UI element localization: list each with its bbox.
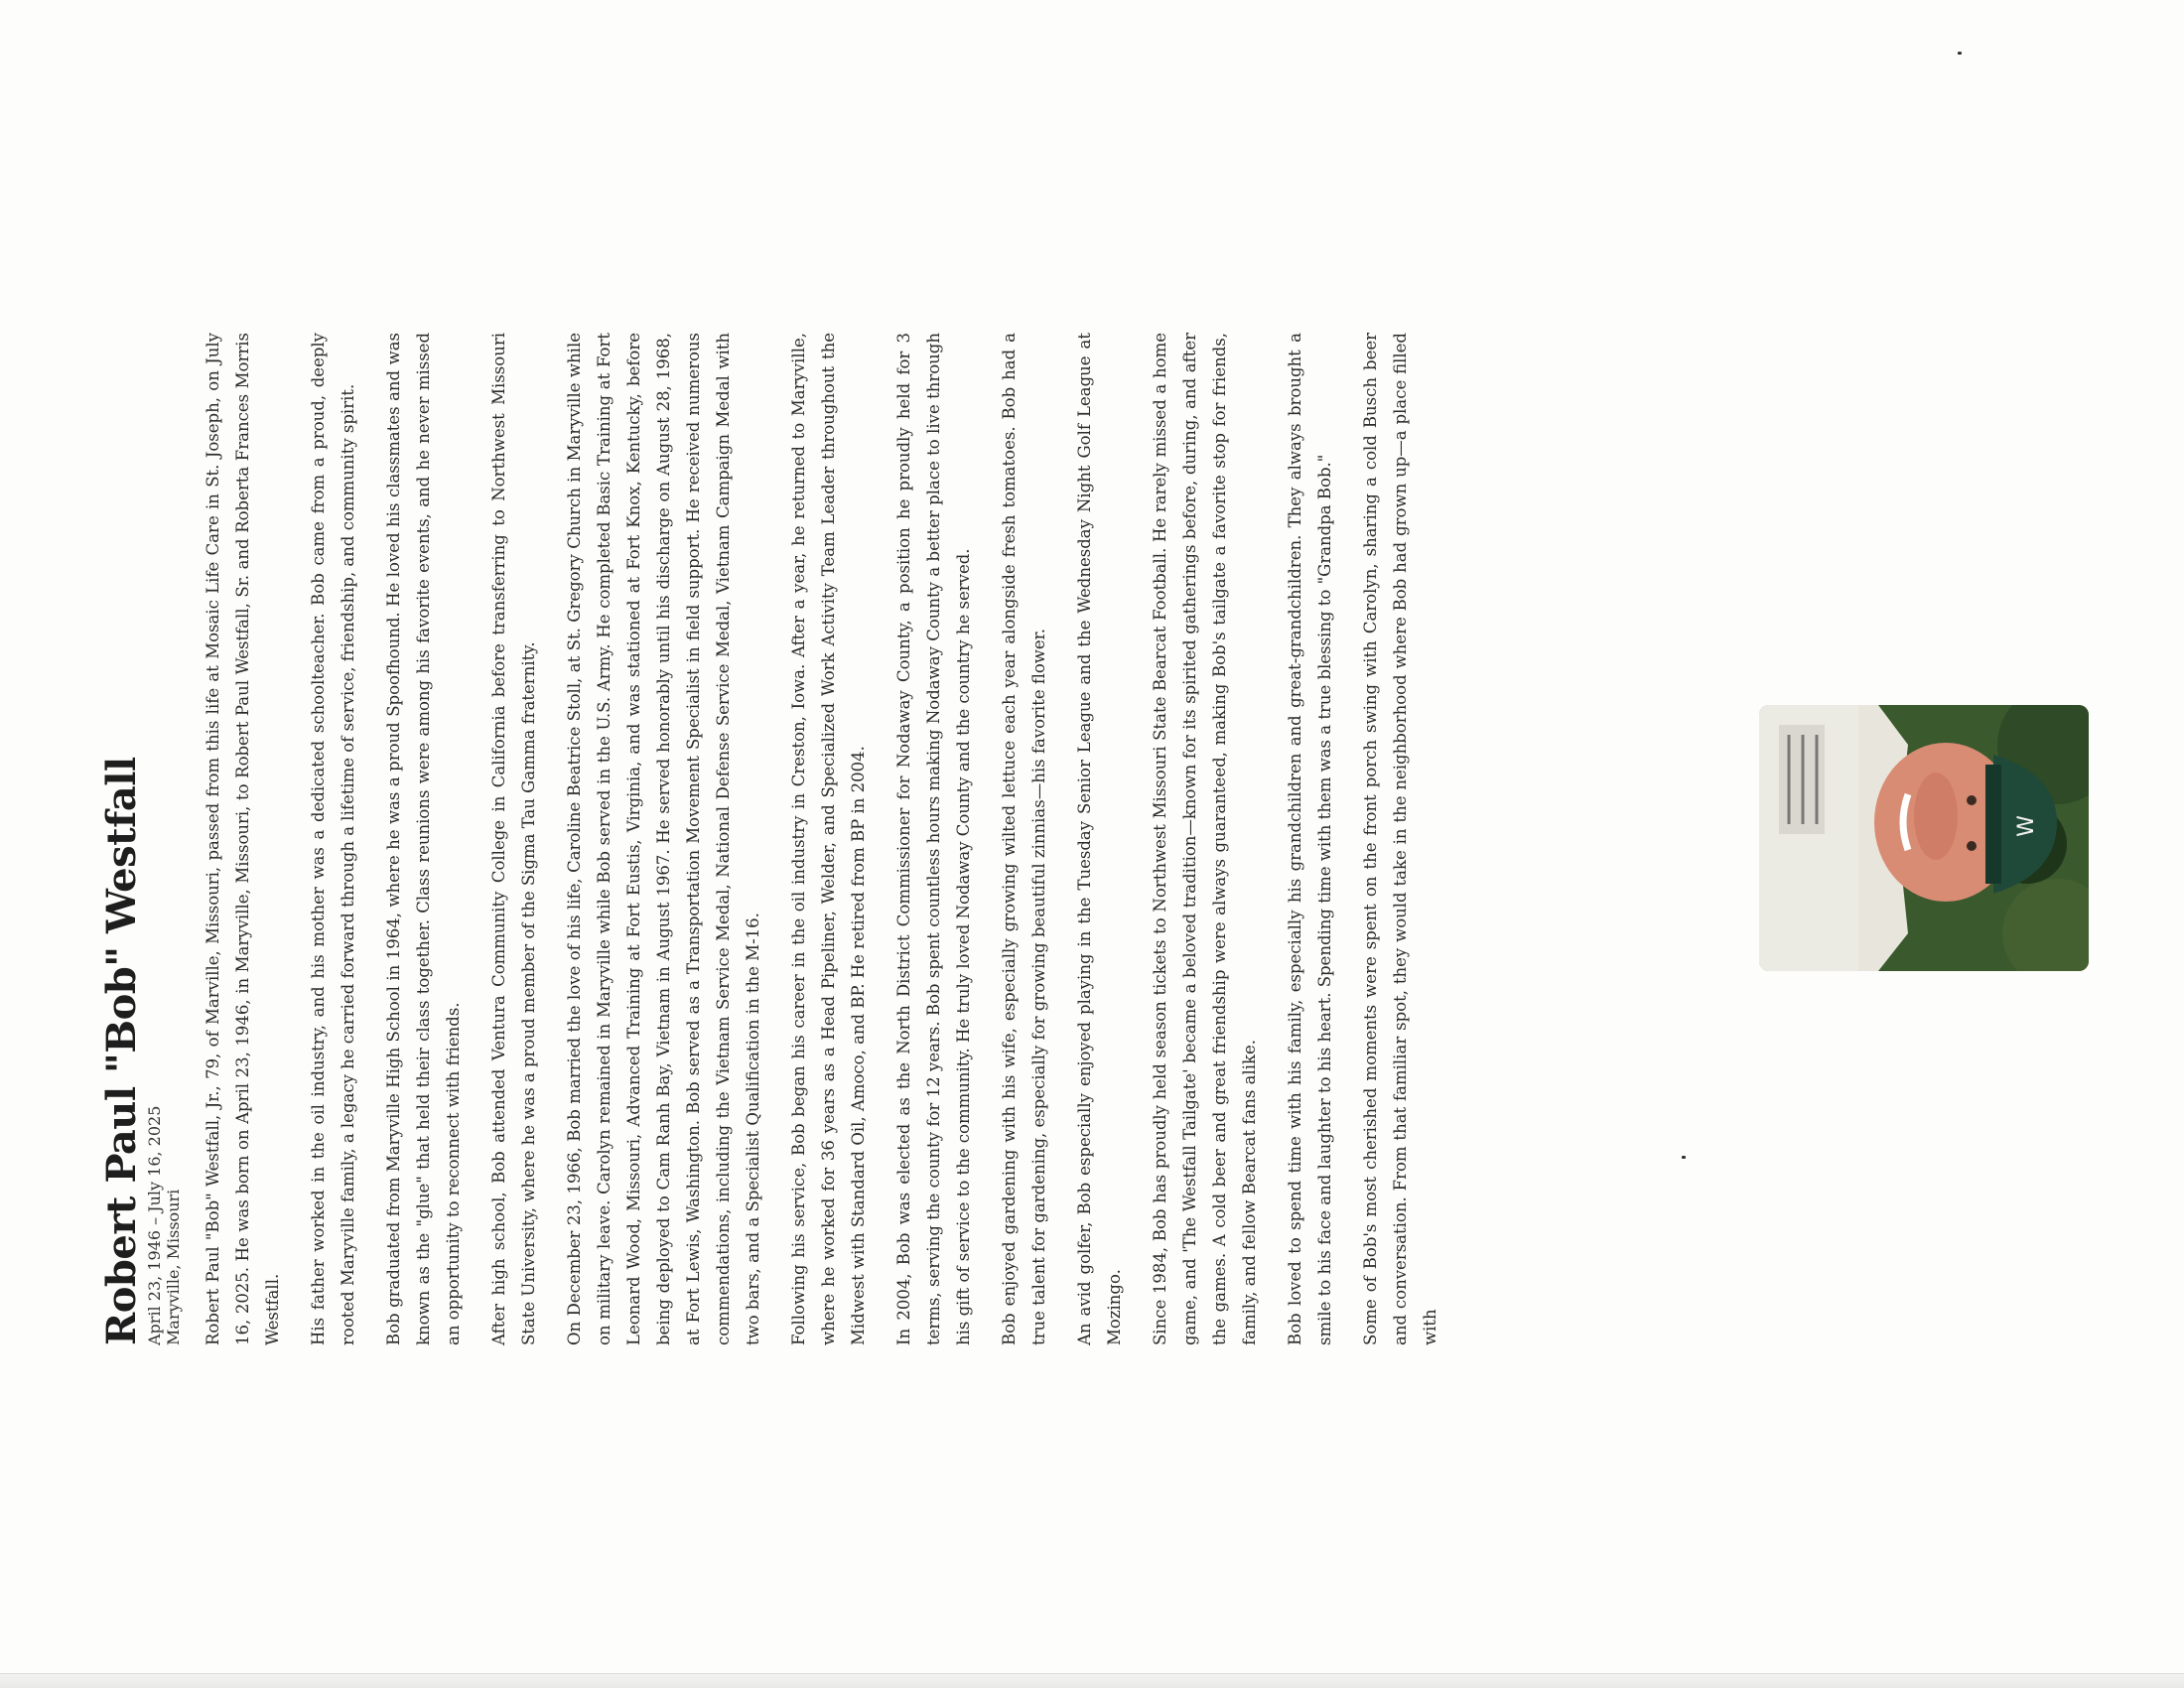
paragraph: After high school, Bob attended Ventura Community College in California before transferring to Northwest Missouri State University, where he was a proud member of the Sigma Tau Gamma fraternity. <box>489 333 538 1345</box>
paragraph: An avid golfer, Bob especially enjoyed playing in the Tuesday Senior League and the Wednesday Night Golf League at Mozingo. <box>1075 333 1124 1345</box>
scan-speck <box>1958 52 1962 55</box>
paragraph: Following his service, Bob began his career in the oil industry in Creston, Iowa. After a year, he returned to Maryville, where he worked for 36 years as a Head Pipeliner, Welder, and Specialized Work Activity Team Leader throughout the Midwest with Standard Oil, Amoco, and BP. He retired from BP in 2004. <box>789 333 868 1345</box>
obituary-dates: April 23, 1946 – July 16, 2025 <box>145 1105 164 1345</box>
obituary-header <box>99 333 183 1345</box>
svg-text:W: W <box>2014 815 2039 837</box>
paragraph: Bob graduated from Maryville High School in 1964, where he was a proud Spoofhound. He loved his classmates and was known as the "glue" that held their class together. Class reunions were among his favorite events, and he never missed an opportunity to reconnect with friends. <box>384 333 463 1345</box>
paragraph: Robert Paul "Bob" Westfall, Jr., 79, of Marville, Missouri, passed from this life at Mosaic Life Care in St. Joseph, on July 16, 2025. He was born on April 23, 1946, in Maryville, Missouri, to Robert Paul Westfall, Sr. and Roberta Frances Morris Westfall. <box>204 333 282 1345</box>
paragraph: Bob enjoyed gardening with his wife, especially growing wilted lettuce each year alongside fresh tomatoes. Bob had a true talent for gardening, especially for growing beautiful zinnias—his favorite flower. <box>1000 333 1048 1345</box>
portrait-photo-frame <box>1759 705 2089 971</box>
paragraph: Bob loved to spend time with his family, especially his grandchildren and great-grandchildren. They always brought a smile to his face and laughter to his heart. Spending time with them was a true blessing to "Grandpa Bob." <box>1286 333 1334 1345</box>
obituary-location: Maryville, Missouri <box>164 1189 183 1345</box>
paragraph: Some of Bob's most cherished moments were spent on the front porch swing with Carolyn, sharing a cold Busch beer and conversation. From that familiar spot, they would take in the neighborhood where Bob had grown up—a place filled with <box>1361 333 1439 1345</box>
scan-speck <box>1682 1156 1686 1159</box>
paragraph: Since 1984, Bob has proudly held season tickets to Northwest Missouri State Bearcat Football. He rarely missed a home game, and 'The Westfall Tailgate' became a beloved tradition—known for its spirited gatherings before, during, and after the games. A cold beer and great friendship were always guaranteed, making Bob's tailgate a favorite stop for friends, family, and fellow Bearcat fans alike. <box>1151 333 1259 1345</box>
paragraph: In 2004, Bob was elected as the North District Commissioner for Nodaway County, a position he proudly held for 3 terms, serving the county for 12 years. Bob spent countless hours making Nodaway County a better place to live through his gift of service to the community. He truly loved Nodaway County and the country he served. <box>894 333 973 1345</box>
paragraph: On December 23, 1966, Bob married the love of his life, Caroline Beatrice Stoll, at St. Gregory Church in Maryville while on military leave. Carolyn remained in Maryville while Bob served in the U.S. Army. He completed Basic Training at Fort Leonard Wood, Missouri, Advanced Training at Fort Eustis, Virginia, and was stationed at Fort Knox, Kentucky, before being deployed to Cam Ranh Bay, Vietnam in August 1967. He served honorably until his discharge on August 28, 1968, at Fort Lewis, Washington. Bob served as a Transportation Movement Specialist in field support. He received numerous commendations, including the Vietnam Service Medal, National Defense Service Medal, Vietnam Campaign Medal with two bars, and a Specialist Qualification in the M-16. <box>565 333 762 1345</box>
portrait-photo-icon <box>1759 705 2089 971</box>
obituary-body <box>199 333 1461 1345</box>
scan-edge <box>0 1673 2184 1688</box>
obituary-name: Robert Paul "Bob" Westfall <box>98 757 145 1345</box>
paragraph: His father worked in the oil industry, and his mother was a dedicated schoolteacher. Bob came from a proud, deeply rooted Maryville family, a legacy he carried forward through a lifetime of service, friendship, and community spirit. <box>309 333 357 1345</box>
obituary-page <box>99 333 1658 1345</box>
